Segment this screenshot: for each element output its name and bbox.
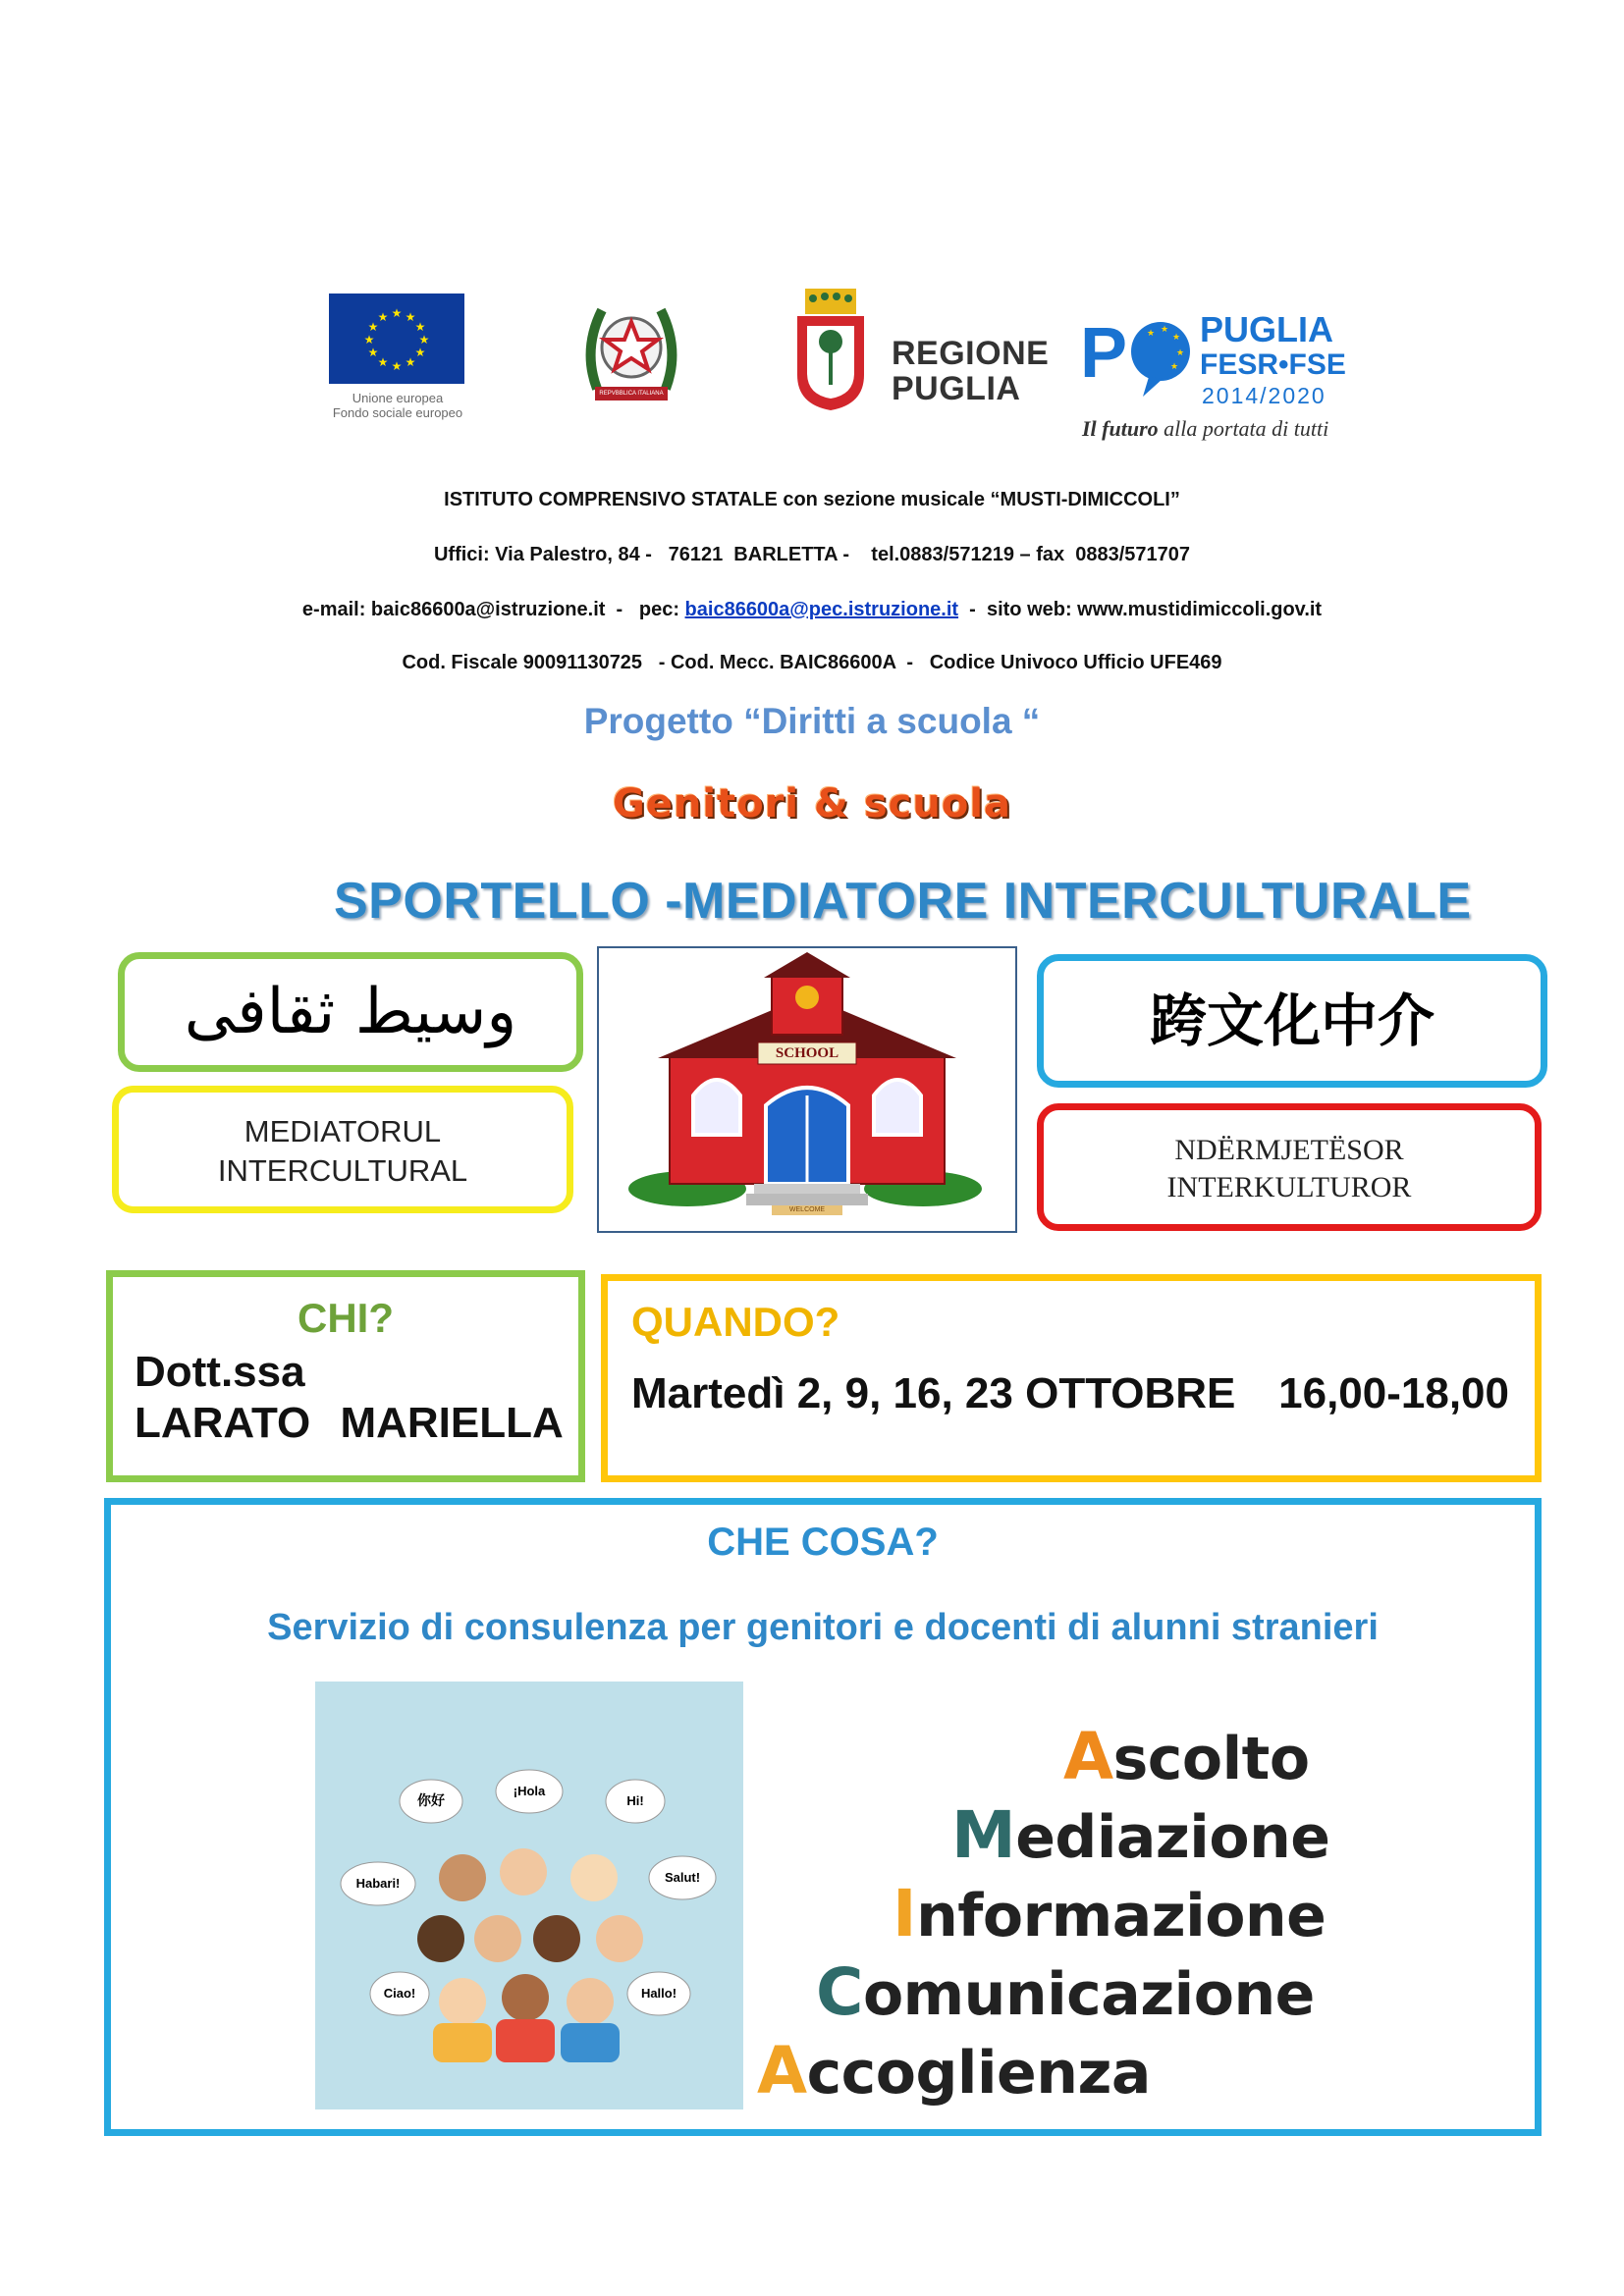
svg-text:★: ★	[391, 306, 403, 320]
romanian-text	[119, 1093, 567, 1191]
school-sign-text: SCHOOL	[775, 1045, 839, 1061]
quando-title: QUANDO?	[631, 1299, 840, 1345]
albanian-line1: NDËRMJETËSOR	[1174, 1134, 1404, 1166]
word-mediazione-rest: ediazione	[1015, 1803, 1330, 1872]
word-comunicazione-rest: omunicazione	[862, 1960, 1315, 2029]
albanian-box	[1037, 1103, 1542, 1231]
mediator-name: LARATO MARIELLA	[135, 1399, 564, 1447]
regione-line2: PUGLIA	[892, 370, 1021, 407]
arabic-box	[118, 952, 583, 1072]
word-mediazione-initial: M	[951, 1797, 1016, 1873]
word-accoglienza	[757, 2033, 1151, 2109]
chinese-box	[1037, 954, 1547, 1088]
school-name: ISTITUTO COMPRENSIVO STATALE con sezione musicale “MUSTI-DIMICCOLI”	[444, 489, 1180, 510]
emblem-ribbon-text: REPVBBLICA ITALIANA	[599, 391, 664, 397]
regione-puglia-shield	[791, 287, 870, 412]
mediator-title: Dott.ssa	[135, 1348, 305, 1396]
italian-republic-emblem	[577, 291, 685, 412]
quando-dates: Martedì 2, 9, 16, 23 OTTOBRE	[631, 1369, 1236, 1417]
svg-text:★: ★	[363, 333, 375, 347]
svg-text:★: ★	[1172, 333, 1181, 343]
school-illustration	[597, 946, 1017, 1233]
project-title: Progetto “Diritti a scuola “	[583, 701, 1041, 741]
che-cosa-title: CHE COSA?	[707, 1521, 939, 1564]
regione-puglia-text	[892, 336, 1049, 406]
svg-text:★: ★	[414, 346, 426, 359]
che-cosa-box	[104, 1498, 1542, 2136]
word-ascolto-rest: scolto	[1112, 1725, 1310, 1793]
albanian-line2: INTERKULTUROR	[1166, 1171, 1412, 1203]
svg-text:★: ★	[1170, 362, 1179, 372]
svg-text:★: ★	[377, 355, 389, 369]
bubble-italian: Ciao!	[383, 1986, 416, 2001]
word-comunicazione	[816, 1954, 1315, 2030]
por-motto-bold: Il futuro	[1082, 416, 1159, 441]
chi-box	[106, 1270, 585, 1482]
chi-title: CHI?	[298, 1295, 394, 1341]
word-accoglienza-rest: ccoglienza	[806, 2039, 1151, 2108]
word-ascolto	[1063, 1719, 1310, 1794]
por-motto	[1082, 416, 1328, 442]
sportello-title: SPORTELLO -MEDIATORE INTERCULTURALE	[334, 873, 1472, 930]
eu-caption-line1: Unione europea	[352, 391, 444, 405]
romanian-box	[112, 1086, 573, 1213]
por-years: 2014/2020	[1202, 383, 1326, 408]
welcome-mat-text: WELCOME	[788, 1206, 826, 1213]
subtitle-genitori-scuola: Genitori & scuola	[612, 781, 1012, 827]
svg-text:★: ★	[418, 333, 430, 347]
svg-text:★: ★	[405, 310, 416, 324]
school-contacts	[0, 599, 1624, 621]
eu-caption	[314, 391, 481, 420]
che-cosa-description: Servizio di consulenza per genitori e docenti di alunni stranieri	[267, 1607, 1379, 1648]
romanian-line2: INTERCULTURAL	[217, 1153, 468, 1188]
website-text: - sito web: www.mustidimiccoli.gov.it	[958, 599, 1323, 620]
por-puglia-word: PUGLIA	[1200, 309, 1334, 349]
multilingual-people-illustration	[315, 1682, 743, 2109]
svg-text:★: ★	[1161, 325, 1169, 335]
svg-text:★: ★	[405, 355, 416, 369]
albanian-text	[1044, 1110, 1535, 1206]
word-informazione-rest: nformazione	[916, 1882, 1326, 1950]
word-comunicazione-initial: C	[816, 1954, 863, 2030]
svg-text:★: ★	[391, 359, 403, 373]
svg-text:★: ★	[1147, 329, 1156, 339]
por-puglia-logo	[1080, 312, 1208, 400]
word-mediazione	[951, 1797, 1330, 1873]
eu-caption-line2: Fondo sociale europeo	[332, 405, 463, 420]
svg-text:★: ★	[367, 346, 379, 359]
pec-link[interactable]: baic86600a@pec.istruzione.it	[684, 599, 959, 620]
word-informazione	[893, 1876, 1326, 1951]
bubble-swahili: Habari!	[355, 1876, 401, 1891]
word-ascolto-initial: A	[1063, 1719, 1113, 1794]
bubble-english: Hi!	[626, 1793, 644, 1808]
por-motto-rest: alla portata di tutti	[1158, 416, 1329, 441]
por-fesr-fse: FESR•FSE	[1200, 348, 1346, 381]
quando-box	[601, 1274, 1542, 1482]
svg-text:★: ★	[1176, 348, 1185, 358]
word-informazione-initial: I	[893, 1876, 917, 1951]
eu-flag-logo	[329, 294, 464, 384]
chinese-text: 跨文化中介	[1149, 988, 1435, 1054]
romanian-line1: MEDIATORUL	[244, 1114, 442, 1148]
svg-text:P: P	[1080, 314, 1128, 393]
school-codes: Cod. Fiscale 90091130725 - Cod. Mecc. BAIC86600A - Codice Univoco Ufficio UFE469	[402, 652, 1222, 673]
email-text: e-mail: baic86600a@istruzione.it - pec:	[301, 599, 685, 620]
bubble-chinese: 你好	[417, 1793, 445, 1809]
school-address: Uffici: Via Palestro, 84 - 76121 BARLETTA - tel.0883/571219 – fax 0883/571707	[433, 544, 1191, 565]
quando-time: 16,00-18,00	[1278, 1369, 1509, 1417]
word-accoglienza-initial: A	[757, 2033, 807, 2109]
bubble-french: Salut!	[664, 1870, 701, 1885]
regione-line1: REGIONE	[892, 335, 1050, 372]
svg-text:★: ★	[414, 320, 426, 334]
svg-text:★: ★	[367, 320, 379, 334]
svg-text:★: ★	[377, 310, 389, 324]
arabic-text: وسيط ثقافى	[184, 976, 517, 1048]
bubble-spanish: ¡Hola	[513, 1784, 546, 1798]
bubble-german: Hallo!	[640, 1986, 677, 2001]
